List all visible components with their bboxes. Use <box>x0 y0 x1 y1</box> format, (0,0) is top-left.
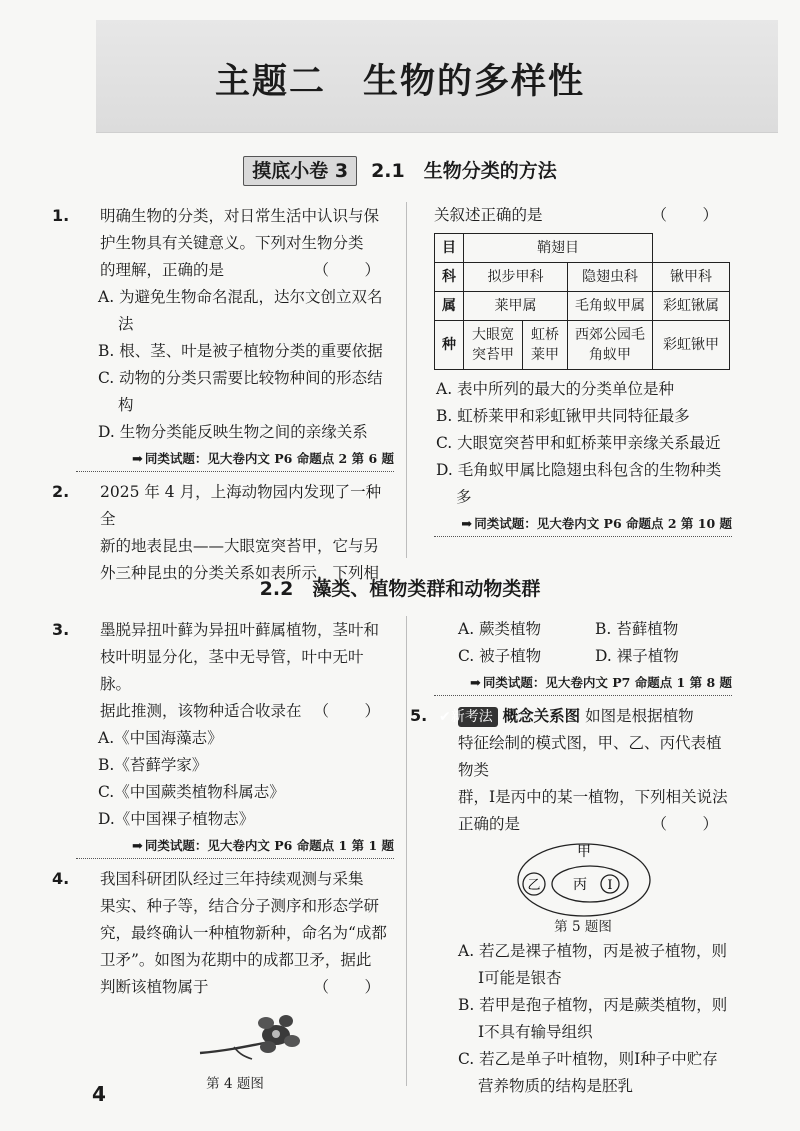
option-a[interactable]: A. 蕨类植物 <box>458 620 542 638</box>
question-text: 果实、种子等，结合分子测序和形态学研 <box>100 897 380 915</box>
section-tag: 摸底小卷 3 <box>243 156 357 186</box>
new-method-badge <box>439 707 498 727</box>
table-cell: 毛角蚁甲属 <box>568 292 653 321</box>
question-1 <box>52 202 394 472</box>
section-title: 生物分类的方法 <box>423 160 557 182</box>
option-c[interactable]: C. 若乙是单子叶植物，则Ⅰ种子中贮存营养物质的结构是胚乳 <box>458 1050 718 1095</box>
option-d[interactable]: D. 裸子植物 <box>595 647 679 665</box>
q3-options-row-2 <box>434 643 732 670</box>
option-d[interactable]: D.《中国裸子植物志》 <box>98 810 255 828</box>
option-b[interactable]: B. 苔藓植物 <box>595 620 679 638</box>
answer-bracket[interactable]: （ ） <box>313 261 390 279</box>
question-text: 卫矛”。如图为花期中的成都卫矛，据此 <box>100 951 372 969</box>
column-divider <box>406 616 407 1086</box>
table-cell: 拟步甲科 <box>464 263 568 292</box>
option-a[interactable]: A.《中国海藻志》 <box>98 729 223 747</box>
table-cell: 彩虹锹甲 <box>653 321 730 370</box>
question-text: 2025 年 4 月，上海动物园内发现了一种全 <box>100 483 382 528</box>
question-text: 如图是根据植物 <box>585 707 694 725</box>
arrow-icon: ➡ <box>131 839 143 854</box>
answer-bracket[interactable]: （ ） <box>313 702 390 720</box>
option-d[interactable]: D. 生物分类能反映生物之间的亲缘关系 <box>98 423 368 441</box>
arrow-icon: ➡ <box>469 676 481 691</box>
figure-5 <box>434 838 732 916</box>
table-cell: 大眼宽突苔甲 <box>464 321 523 370</box>
figure-4 <box>76 1001 394 1073</box>
classification-table <box>434 233 730 370</box>
question-3 <box>52 616 394 859</box>
arrow-icon: ➡ <box>461 517 473 532</box>
label-left: 乙 <box>527 878 541 893</box>
option-d[interactable]: D. 毛角蚁甲属比隐翅虫科包含的生物种类多 <box>436 461 722 506</box>
question-label: 概念关系图 <box>502 707 581 725</box>
figure-caption: 第 5 题图 <box>554 919 612 935</box>
question-number: 3. <box>52 620 70 639</box>
table-cell: 鞘翅目 <box>464 234 653 263</box>
option-c[interactable]: C. 大眼宽突苔甲和虹桥莱甲亲缘关系最近 <box>436 434 721 452</box>
question-text: 特征绘制的模式图，甲、乙、丙代表植物类 <box>458 734 722 779</box>
right-column-upper <box>434 202 732 543</box>
concept-diagram <box>514 840 654 918</box>
option-c[interactable]: C. 被子植物 <box>458 647 542 665</box>
answer-bracket[interactable]: （ ） <box>651 815 728 833</box>
table-row-label: 科 <box>435 263 464 292</box>
left-column-lower <box>52 616 394 1095</box>
question-text: 我国科研团队经过三年持续观测与采集 <box>100 870 364 888</box>
section-heading-2-2 <box>0 574 800 604</box>
question-text: 关叙述正确的是 <box>434 206 543 224</box>
question-2 <box>52 478 394 587</box>
question-text: 的理解，正确的是 <box>100 261 225 279</box>
table-row-label: 种 <box>435 321 464 370</box>
question-text: 正确的是 <box>458 815 521 833</box>
question-number: 2. <box>52 482 70 501</box>
question-text: 判断该植物属于 <box>100 978 209 996</box>
similar-question-ref <box>76 835 394 859</box>
right-column-lower <box>410 616 732 1100</box>
similar-question-ref <box>434 513 732 537</box>
question-text: 究，最终确认一种植物新种，命名为“成都 <box>100 924 387 942</box>
option-a[interactable]: A. 若乙是裸子植物，丙是被子植物，则Ⅰ可能是银杏 <box>458 942 728 987</box>
inner-ellipse <box>552 866 628 902</box>
question-text: 群，Ⅰ是丙中的某一植物，下列相关说法 <box>458 788 728 806</box>
question-number: 4. <box>52 869 70 888</box>
question-text: 新的地表昆虫——大眼宽突苔甲，它与另 <box>100 537 380 555</box>
table-cell: 彩虹锹属 <box>653 292 730 321</box>
question-4 <box>52 865 394 1095</box>
arrow-icon: ➡ <box>131 452 143 467</box>
ref-text: 同类试题：见大卷内文 P6 命题点 2 第 10 题 <box>474 516 732 531</box>
label-outer: 甲 <box>577 844 591 860</box>
answer-bracket[interactable]: （ ） <box>651 206 728 224</box>
option-c[interactable]: C.《中国蕨类植物科属志》 <box>98 783 285 801</box>
table-cell: 莱甲属 <box>464 292 568 321</box>
question-text: 墨脱异扭叶藓为异扭叶藓属植物，茎叶和 <box>100 621 380 639</box>
question-number: 1. <box>52 206 70 225</box>
option-b[interactable]: B.《苔藓学家》 <box>98 756 208 774</box>
option-a[interactable]: A. 表中所列的最大的分类单位是种 <box>436 380 675 398</box>
section-number: 2.2 <box>259 578 294 600</box>
table-row-label: 属 <box>435 292 464 321</box>
question-text: 明确生物的分类，对日常生活中认识与保 <box>100 207 380 225</box>
option-b[interactable]: B. 根、茎、叶是被子植物分类的重要依据 <box>98 342 383 360</box>
badge-icon: ✔ <box>439 709 451 725</box>
question-text: 据此推测，该物种适合收录在 <box>100 702 302 720</box>
answer-bracket[interactable]: （ ） <box>313 978 390 996</box>
option-a[interactable]: A. 为避免生物命名混乱，达尔文创立双名法 <box>98 288 383 333</box>
table-cell: 虹桥莱甲 <box>523 321 568 370</box>
option-b[interactable]: B. 虹桥莱甲和彩虹锹甲共同特征最多 <box>436 407 690 425</box>
option-c[interactable]: C. 动物的分类只需要比较物种间的形态结构 <box>98 369 383 414</box>
label-inner: 丙 <box>573 877 587 893</box>
ref-text: 同类试题：见大卷内文 P6 命题点 2 第 6 题 <box>144 451 394 466</box>
option-b[interactable]: B. 若甲是孢子植物，丙是蕨类植物，则Ⅰ不具有输导组织 <box>458 996 728 1041</box>
section-number: 2.1 <box>371 160 405 182</box>
figure-caption: 第 4 题图 <box>206 1076 264 1092</box>
ref-text: 同类试题：见大卷内文 P7 命题点 1 第 8 题 <box>482 675 732 690</box>
section-title: 藻类、植物类群和动物类群 <box>312 578 541 600</box>
similar-question-ref <box>434 672 732 696</box>
question-text: 枝叶明显分化，茎中无导管，叶中无叶脉。 <box>100 648 364 693</box>
ref-text: 同类试题：见大卷内文 P6 命题点 1 第 1 题 <box>144 838 394 853</box>
left-column-upper <box>52 202 394 587</box>
table-cell: 锹甲科 <box>653 263 730 292</box>
badge-text: 新考法 <box>450 709 493 725</box>
question-number: 5. <box>410 706 428 725</box>
table-cell: 隐翅虫科 <box>568 263 653 292</box>
page-number: 4 <box>92 1082 106 1106</box>
question-5 <box>410 702 732 1100</box>
label-dot: Ⅰ <box>607 878 613 893</box>
question-text: 护生物具有关键意义。下列对生物分类 <box>100 234 364 252</box>
page-title: 主题二 生物的多样性 <box>214 62 585 102</box>
table-row-label: 目 <box>435 234 464 263</box>
table-cell: 西郊公园毛角蚁甲 <box>568 321 653 370</box>
q3-options-row-1 <box>434 616 732 643</box>
column-divider <box>406 202 407 558</box>
similar-question-ref <box>76 448 394 472</box>
question-text: 外三种昆虫的分类关系如表所示，下列相 <box>100 564 380 582</box>
plant-flower-illustration <box>194 1007 314 1079</box>
section-heading-2-1 <box>0 156 800 186</box>
